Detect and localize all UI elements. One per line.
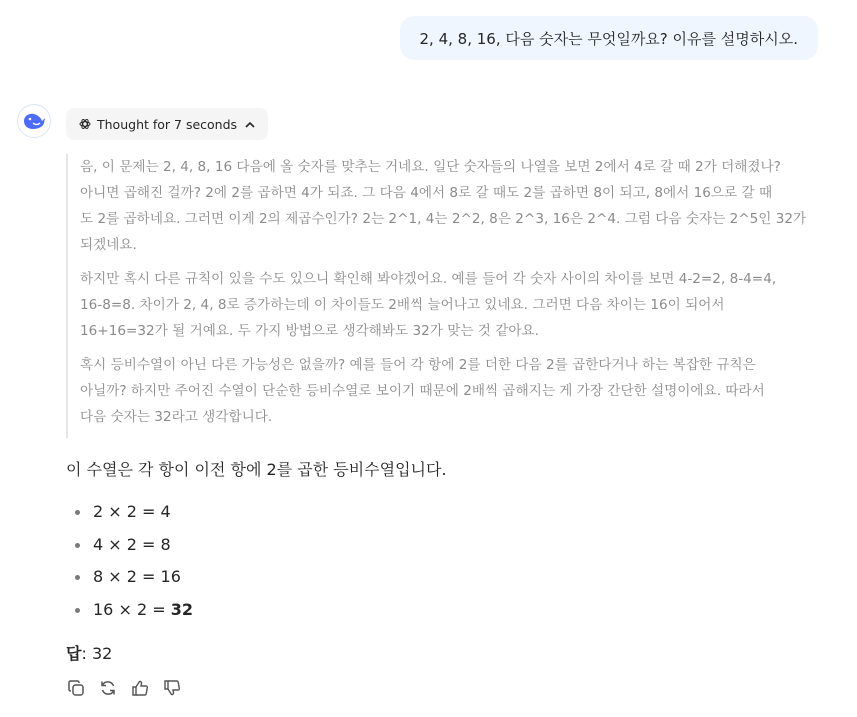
steps-list bbox=[66, 498, 826, 628]
thumbs-up-icon bbox=[131, 679, 149, 697]
thumbs-down-button[interactable] bbox=[162, 678, 182, 698]
list-item: 4 × 2 = 8 bbox=[66, 531, 826, 564]
user-message-text: 2, 4, 8, 16, 다음 숫자는 무엇일까요? 이유를 설명하시오. bbox=[419, 29, 798, 48]
list-item bbox=[66, 596, 826, 629]
copy-icon bbox=[67, 679, 85, 697]
regenerate-icon bbox=[99, 679, 117, 697]
list-item: 2 × 2 = 4 bbox=[66, 498, 826, 531]
thumbs-down-icon bbox=[163, 679, 181, 697]
regenerate-button[interactable] bbox=[98, 678, 118, 698]
chevron-up-icon bbox=[245, 121, 255, 128]
message-actions bbox=[66, 678, 182, 698]
thumbs-up-button[interactable] bbox=[130, 678, 150, 698]
thought-toggle-button[interactable] bbox=[66, 108, 268, 140]
thinking-paragraph: 혹시 등비수열이 아닌 다른 가능성은 없을까? 예를 들어 각 항에 2를 더한 다음 2를 곱한다거나 하는 복잡한 규칙은 아닐까? 하지만 주어진 수열이 단순한 등비수열로 보이기 때문에 2배씩 곱해지는 게 가장 간단한 설명이에요. 따라서 다음 숫자는 32라고 생각합니다. bbox=[80, 357, 765, 425]
final-answer bbox=[66, 640, 826, 668]
atom-icon bbox=[79, 118, 91, 130]
thinking-paragraph: 하지만 혹시 다른 규칙이 있을 수도 있으니 확인해 봐야겠어요. 예를 들어 각 숫자 사이의 차이를 보면 4-2=2, 8-4=4, 16-8=8. 차이가 2, 4, 8로 증가하는데 이 차이들도 2배씩 늘어나고 있네요. 그러면 다음 차이는 16이 되어서 16+16=32가 될 거예요. 두 가지 방법으로 생각해봐도 32가 맞는 것 같아요. bbox=[80, 271, 777, 339]
assistant-avatar bbox=[17, 104, 51, 138]
final-label: 답 bbox=[66, 644, 82, 663]
list-item: 8 × 2 = 16 bbox=[66, 563, 826, 596]
copy-button[interactable] bbox=[66, 678, 86, 698]
thinking-paragraph: 음, 이 문제는 2, 4, 8, 16 다음에 올 숫자를 맞추는 거네요. 일단 숫자들의 나열을 보면 2에서 4로 갈 때 2가 더해졌나? 아니면 곱해진 걸까? 2에 2를 곱하면 4가 되죠. 그 다음 4에서 8로 갈 때도 2를 곱하면 8이 되고, 8에서 16으로 갈 때 도 2를 곱하네요. 그러면 이게 2의 제곱수인가? 2는 2^1, 4는 2^2, 8은 2^3, 16은 2^4. 그럼 다음 숫자는 2^5인 32가 되겠네요. bbox=[80, 159, 807, 253]
user-message-bubble bbox=[400, 16, 819, 60]
thought-label: Thought for 7 seconds bbox=[97, 116, 238, 132]
thinking-content bbox=[66, 154, 816, 438]
answer-intro: 이 수열은 각 항이 이전 항에 2를 곱한 등비수열입니다. bbox=[66, 460, 447, 479]
final-value: : 32 bbox=[81, 644, 113, 663]
step-result: 32 bbox=[170, 599, 193, 619]
step-prefix: 16 × 2 = bbox=[93, 599, 171, 619]
assistant-answer bbox=[66, 456, 826, 668]
whale-logo-icon bbox=[22, 112, 46, 130]
